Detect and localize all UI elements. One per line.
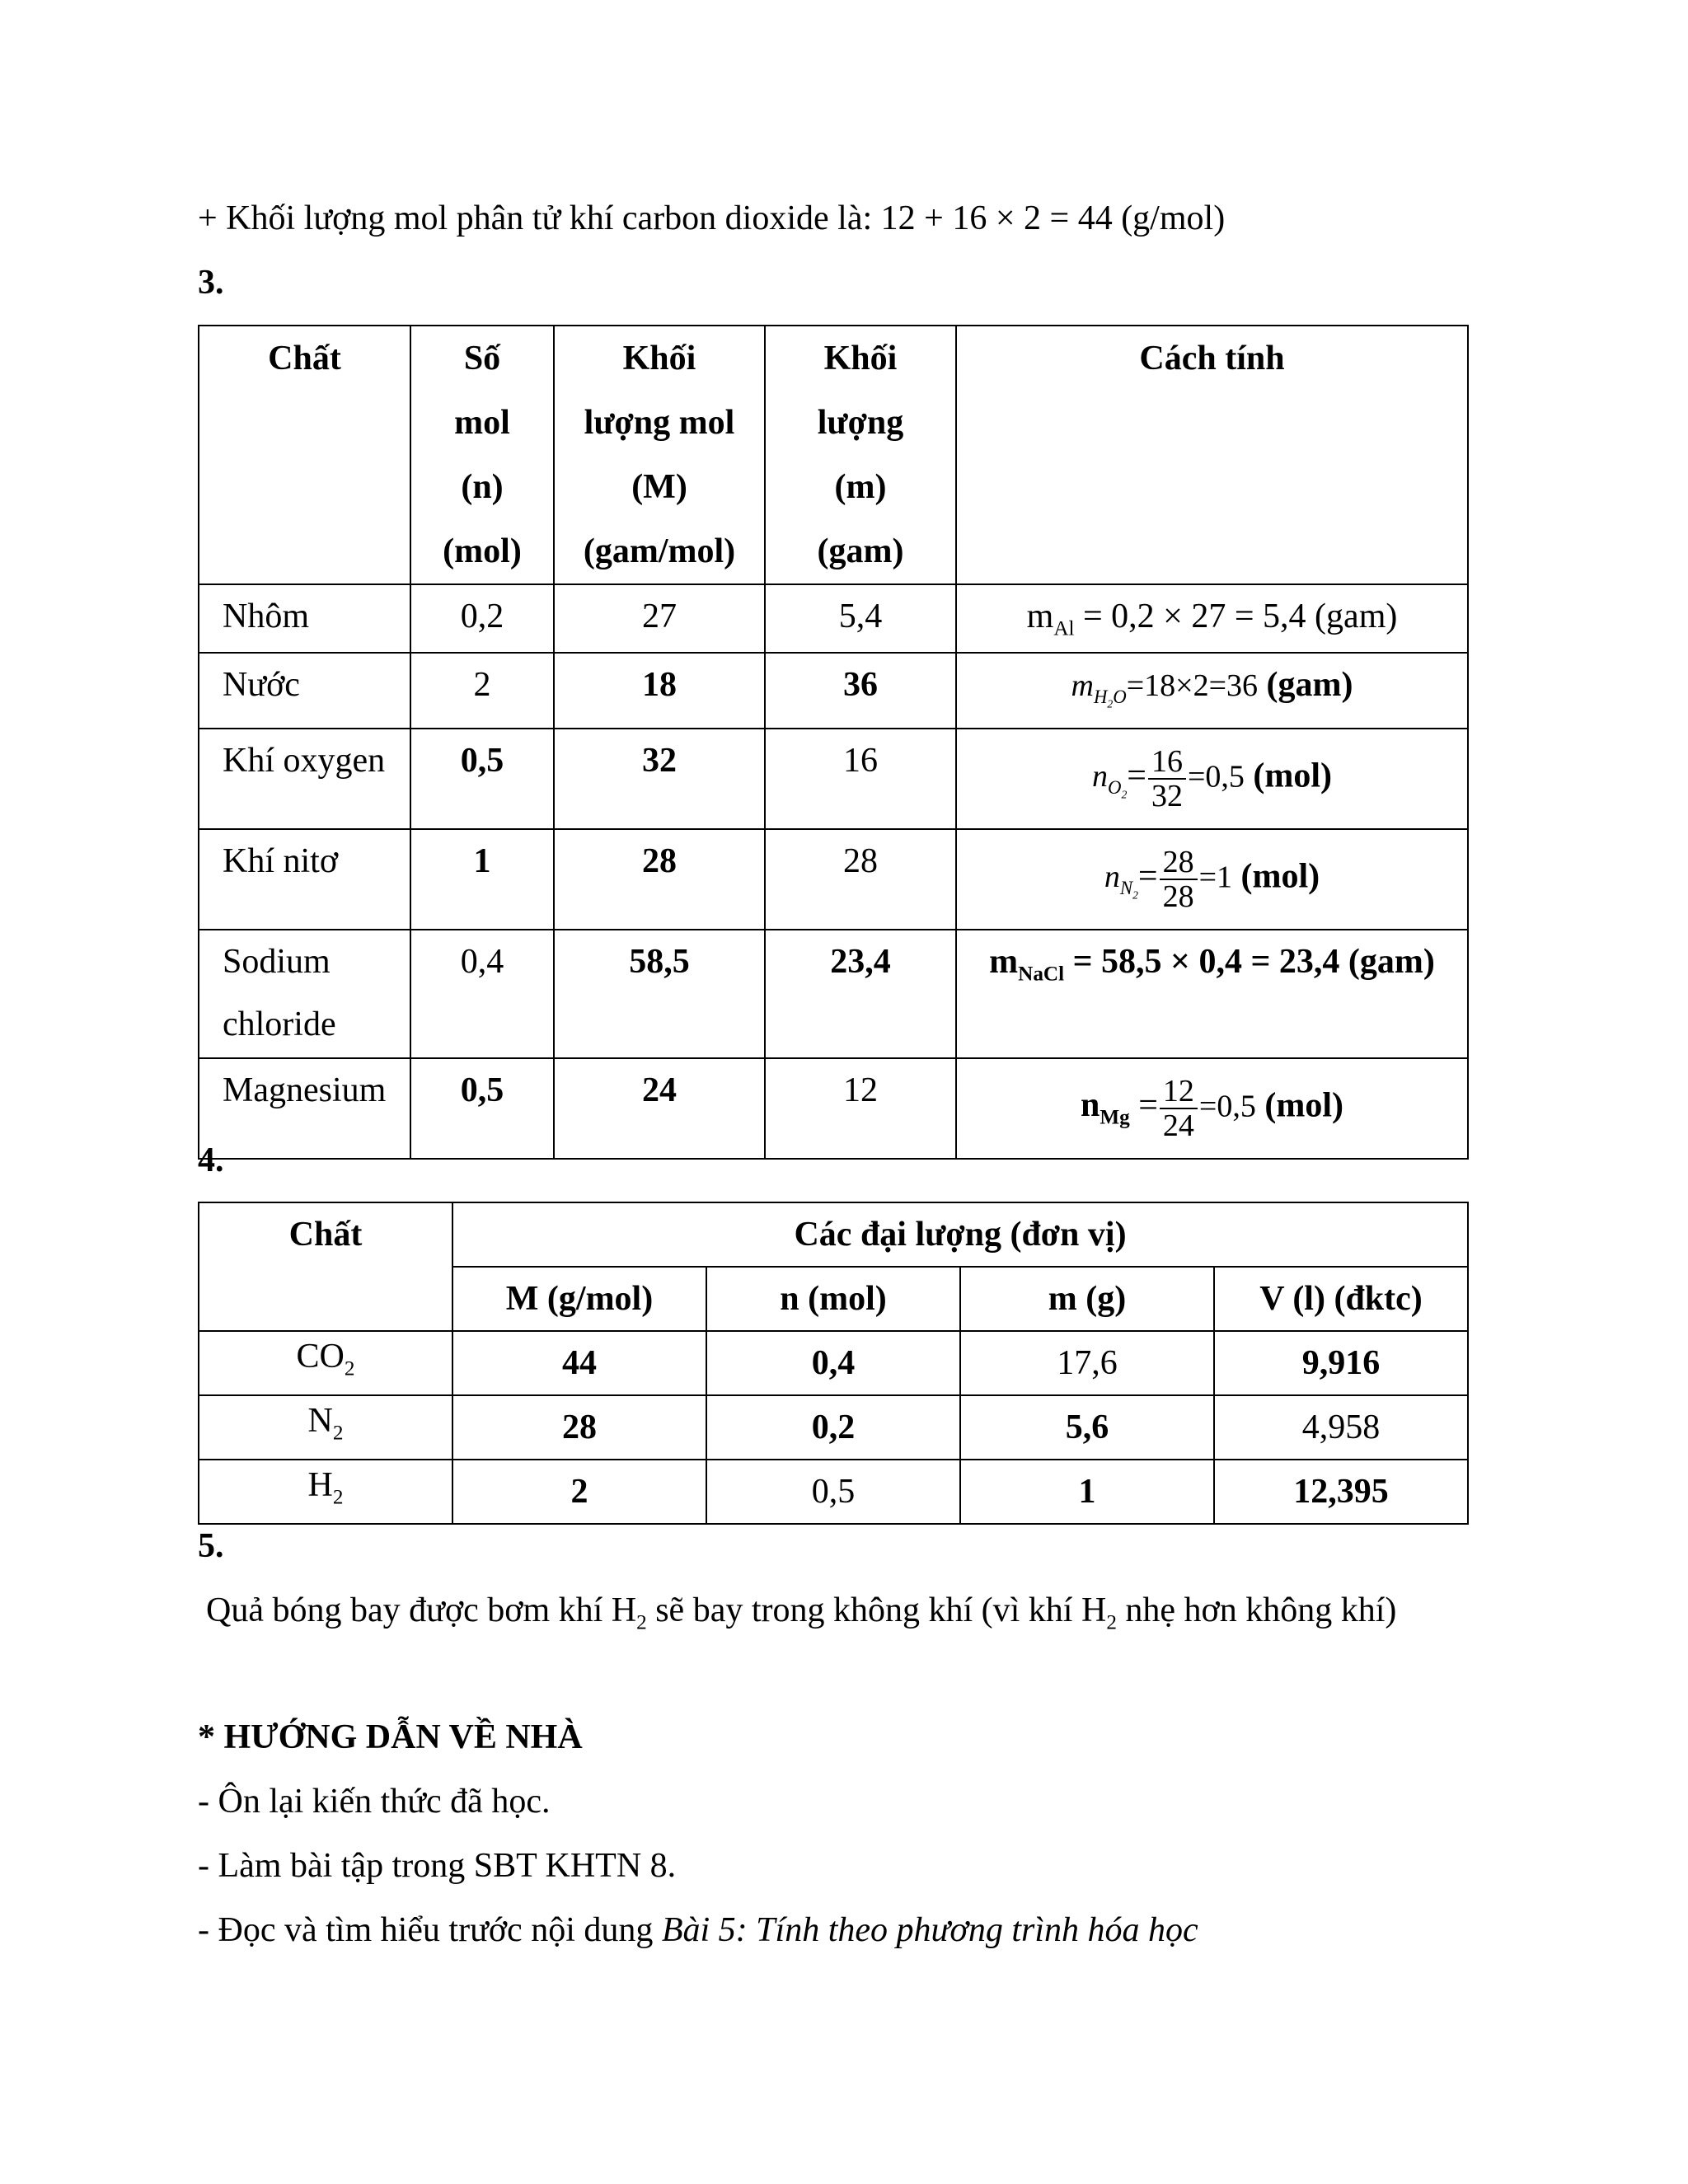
section-5-text: Quả bóng bay được bơm khí $H_2$ sẽ bay trong không khí (vì khí $H_2$ nhẹ hơn không khí): [206, 1591, 1397, 1634]
table-row: Khí oxygen 0,5 32 16 $n_{O_2}=$ $\frac{16}{32}$ =0,5 (mol): [199, 729, 1468, 829]
intro-line: + Khối lượng mol phân tử khí carbon dioxide là: 12 + 16 × 2 = 44 (g/mol): [198, 199, 1226, 237]
t4-col-n: n (mol): [706, 1267, 960, 1331]
homework-item: - Ôn lại kiến thức đã học.: [198, 1783, 551, 1821]
table-row: $CO_2$ 44 0,4 17,6 9,916: [199, 1331, 1468, 1395]
header-cach-tinh: Cách tính: [956, 326, 1468, 584]
calc-mg: $n_{Mg}$ = $\frac{12}{24}$ =0,5 (mol): [1081, 1073, 1343, 1143]
calc-al: $m_{Al} = 0,2 \times 27 = 5,4$ (gam): [1026, 598, 1398, 640]
table-row: Sodium chloride 0,4 58,5 23,4 $m_{NaCl} = 58,5 \times 0,4 = 23,4$ (gam): [199, 930, 1468, 1058]
section-3-label: 3.: [198, 264, 224, 302]
t4-col-V: V (l) (đktc): [1214, 1267, 1468, 1331]
calc-h2o: $m_{H_2O}=18\times 2=36$ (gam): [1071, 666, 1353, 710]
header-khoi-luong: Khối lượng (m) (gam): [765, 326, 956, 584]
table-row: $N_2$ 28 0,2 5,6 4,958: [199, 1395, 1468, 1460]
homework-item: - Đọc và tìm hiểu trước nội dung Bài 5: Tính theo phương trình hóa học: [198, 1911, 1198, 1949]
table-3: [198, 325, 1469, 1160]
table-row: Magnesium 0,5 24 12 $n_{Mg}$ = $\frac{12}{24}$ =0,5 (mol): [199, 1058, 1468, 1159]
header-chat: Chất: [199, 326, 410, 584]
table-row: Khí nitơ 1 28 28 $n_{N_2}=$ $\frac{28}{28}$ =1 (mol): [199, 829, 1468, 930]
t4-row-n2: $N_2$: [199, 1395, 452, 1460]
header-so-mol: Số mol (n) (mol): [410, 326, 554, 584]
table-row: $H_2$ 2 0,5 1 12,395: [199, 1460, 1468, 1524]
t4-header-group: Các đại lượng (đơn vị): [452, 1202, 1468, 1267]
section-5-label: 5.: [198, 1527, 224, 1565]
table-4: [198, 1202, 1469, 1525]
t4-header-chat: Chất: [199, 1202, 452, 1331]
calc-o2: $n_{O_2}=$ $\frac{16}{32}$ =0,5 (mol): [1091, 743, 1333, 813]
calc-nacl: $m_{NaCl} = 58,5 \times 0,4 = 23,4$ (gam): [989, 942, 1435, 985]
homework-title: * HƯỚNG DẪN VỀ NHÀ: [198, 1718, 583, 1756]
t4-row-co2: $CO_2$: [199, 1331, 452, 1395]
t4-col-m: m (g): [960, 1267, 1214, 1331]
t4-col-M: M (g/mol): [452, 1267, 706, 1331]
table-3-header: [199, 326, 1468, 584]
t4-row-h2: $H_2$: [199, 1460, 452, 1524]
homework-item: - Làm bài tập trong SBT KHTN 8.: [198, 1847, 677, 1885]
table-row: Nước 2 18 36 $m_{H_2O}=18\times 2=36$ (gam): [199, 653, 1468, 728]
header-khoi-luong-mol: Khối lượng mol (M) (gam/mol): [554, 326, 765, 584]
row-name: Nhôm: [223, 598, 309, 635]
calc-n2: $n_{N_2}=$ $\frac{28}{28}$ =1 (mol): [1104, 844, 1320, 914]
section-4-label: 4.: [198, 1141, 224, 1179]
table-row: Nhôm 0,2 27 5,4 $m_{Al} = 0,2 \times 27 = 5,4$ (gam): [199, 584, 1468, 653]
